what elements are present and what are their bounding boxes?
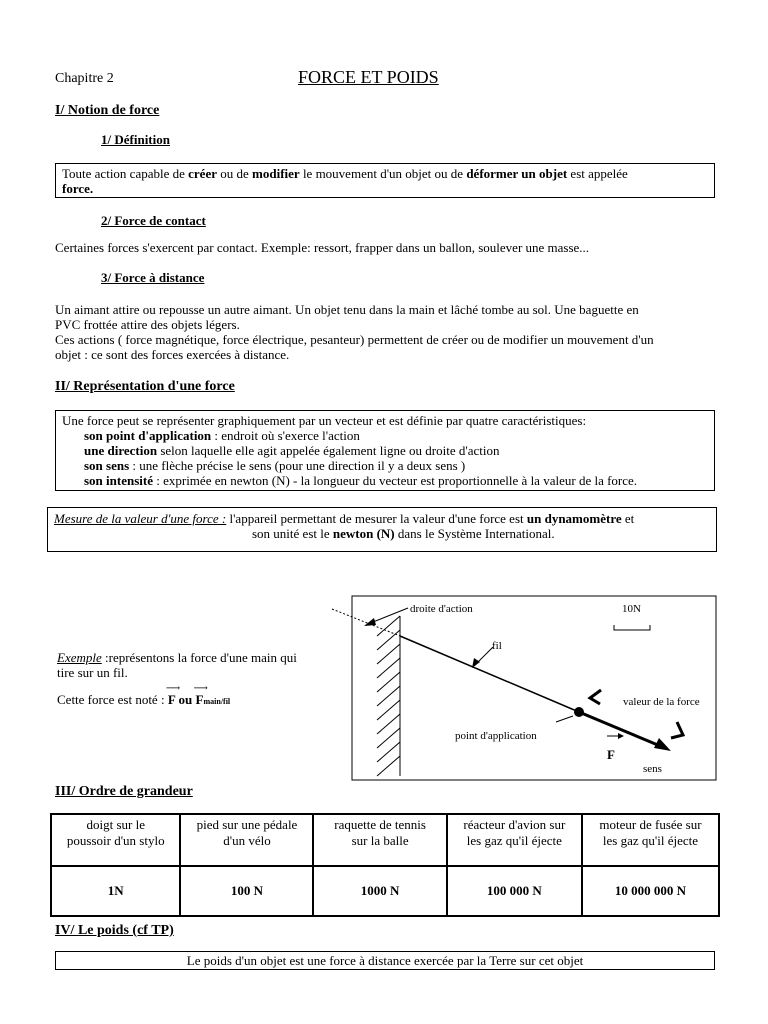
force-diagram — [330, 594, 720, 784]
label-fil: fil — [492, 640, 502, 652]
force-vector-head — [654, 738, 671, 751]
newton-term: newton (N) — [332, 526, 395, 541]
magnitude-table — [50, 813, 720, 917]
label-droite-action: droite d'action — [410, 603, 473, 615]
action-line-dotted — [332, 609, 400, 636]
definition-text-1: Toute action capable de — [62, 166, 189, 181]
subsection-distance-title: 3/ Force à distance — [101, 270, 205, 285]
section-4-title: IV/ Le poids (cf TP) — [55, 923, 174, 938]
definition-bold-modify: modifier — [252, 166, 300, 181]
label-scale: 10N — [622, 603, 641, 615]
label-F: F — [607, 747, 615, 762]
wire — [400, 636, 579, 712]
characteristic-sense: son sens : une flèche précise le sens (pour une direction il y a deux sens ) — [84, 458, 466, 473]
table-value-cell: 10 000 000 N — [582, 866, 719, 916]
distance-force-text — [55, 302, 735, 362]
vector-F-main-fil: ⟶ F — [193, 683, 208, 707]
label-application-point: point d'application — [455, 730, 537, 742]
definition-text-4: est appelée — [567, 166, 628, 181]
measure-box: Mesure de la valeur d'une force : l'appareil permettant de mesurer la valeur d'une force est un dynamomètre et son unité est le newton (N) dans le Système International. — [47, 507, 717, 552]
measure-label: Mesure de la valeur d'une force : — [54, 511, 227, 526]
page-title: FORCE ET POIDS — [298, 67, 439, 87]
example-text: Exemple :représentons la force d'une main qui tire sur un fil. — [57, 650, 297, 680]
section-1-title: I/ Notion de force — [55, 103, 160, 118]
example-label: Exemple — [57, 650, 102, 665]
distance-line-3: Ces actions ( force magnétique, force électrique, pesanteur) permettent de créer ou de modifier un mouvement d'un — [55, 332, 654, 347]
characteristics-box — [55, 410, 715, 491]
definition-text-2: ou de — [217, 166, 253, 181]
characteristic-intensity: son intensité : exprimée en newton (N) - la longueur du vecteur est proportionnelle à la valeur de la force. — [84, 473, 638, 488]
distance-line-1: Un aimant attire ou repousse un autre aimant. Un objet tenu dans la main et lâché tombe au sol. Une baguette en — [55, 302, 639, 317]
characteristic-application: son point d'application : endroit où s'exerce l'action — [84, 428, 360, 443]
table-header-cell: doigt sur le poussoir d'un stylo — [51, 814, 180, 866]
definition-box — [55, 163, 715, 198]
table-header-row — [51, 814, 719, 866]
distance-line-4: objet : ce sont des forces exercées à distance. — [55, 347, 290, 362]
force-vector — [579, 712, 665, 748]
contact-force-text: Certaines forces s'exercent par contact. Exemple: ressort, frapper dans un ballon, soulever une masse... — [55, 240, 590, 255]
chapter-label: Chapitre 2 — [55, 71, 114, 86]
application-point — [574, 707, 584, 717]
characteristics-intro: Une force peut se représenter graphiquement par un vecteur et est définie par quatre caractéristiques: — [62, 413, 587, 428]
table-header-cell: moteur de fusée sur les gaz qu'il éjecte — [582, 814, 719, 866]
wall-hatching — [377, 616, 400, 776]
table-value-cell: 100 N — [180, 866, 313, 916]
table-header-cell: réacteur d'avion sur les gaz qu'il éjecte — [447, 814, 582, 866]
definition-bold-force: force. — [62, 181, 94, 196]
table-value-row — [51, 866, 719, 916]
value-bracket-start — [590, 690, 601, 704]
table-value-cell: 1N — [51, 866, 180, 916]
section-2-title: II/ Représentation d'une force — [55, 379, 235, 394]
table-value-cell: 100 000 N — [447, 866, 582, 916]
distance-line-2: PVC frottée attire des objets légers. — [55, 317, 240, 332]
definition-bold-deform: déformer un objet — [466, 166, 568, 181]
table-header-cell: raquette de tennis sur la balle — [313, 814, 446, 866]
definition-text-3: le mouvement d'un objet ou de — [299, 166, 467, 181]
label-value: valeur de la force — [623, 696, 700, 708]
label-sens: sens — [643, 763, 662, 775]
diagram-frame — [352, 596, 716, 780]
subsection-definition-title: 1/ Définition — [101, 132, 170, 147]
characteristic-direction: une direction selon laquelle elle agit appelée également ligne ou droite d'action — [84, 443, 500, 458]
dynamometer-term: un dynamomètre — [526, 511, 622, 526]
table-header-cell: pied sur une pédale d'un vélo — [180, 814, 313, 866]
subsection-contact-title: 2/ Force de contact — [101, 213, 206, 228]
weight-definition: Le poids d'un objet est une force à distance exercée par la Terre sur cet objet — [186, 953, 584, 968]
definition-bold-create: créer — [188, 166, 217, 181]
scale-bar — [614, 625, 650, 630]
value-bracket-end — [671, 722, 683, 738]
table-value-cell: 1000 N — [313, 866, 446, 916]
weight-definition-box — [55, 951, 715, 970]
force-notation: Cette force est noté : ⟶ F ou ⟶ Fmain/fil — [57, 683, 231, 707]
vector-F: ⟶ F — [165, 683, 181, 707]
section-3-title: III/ Ordre de grandeur — [55, 784, 193, 799]
